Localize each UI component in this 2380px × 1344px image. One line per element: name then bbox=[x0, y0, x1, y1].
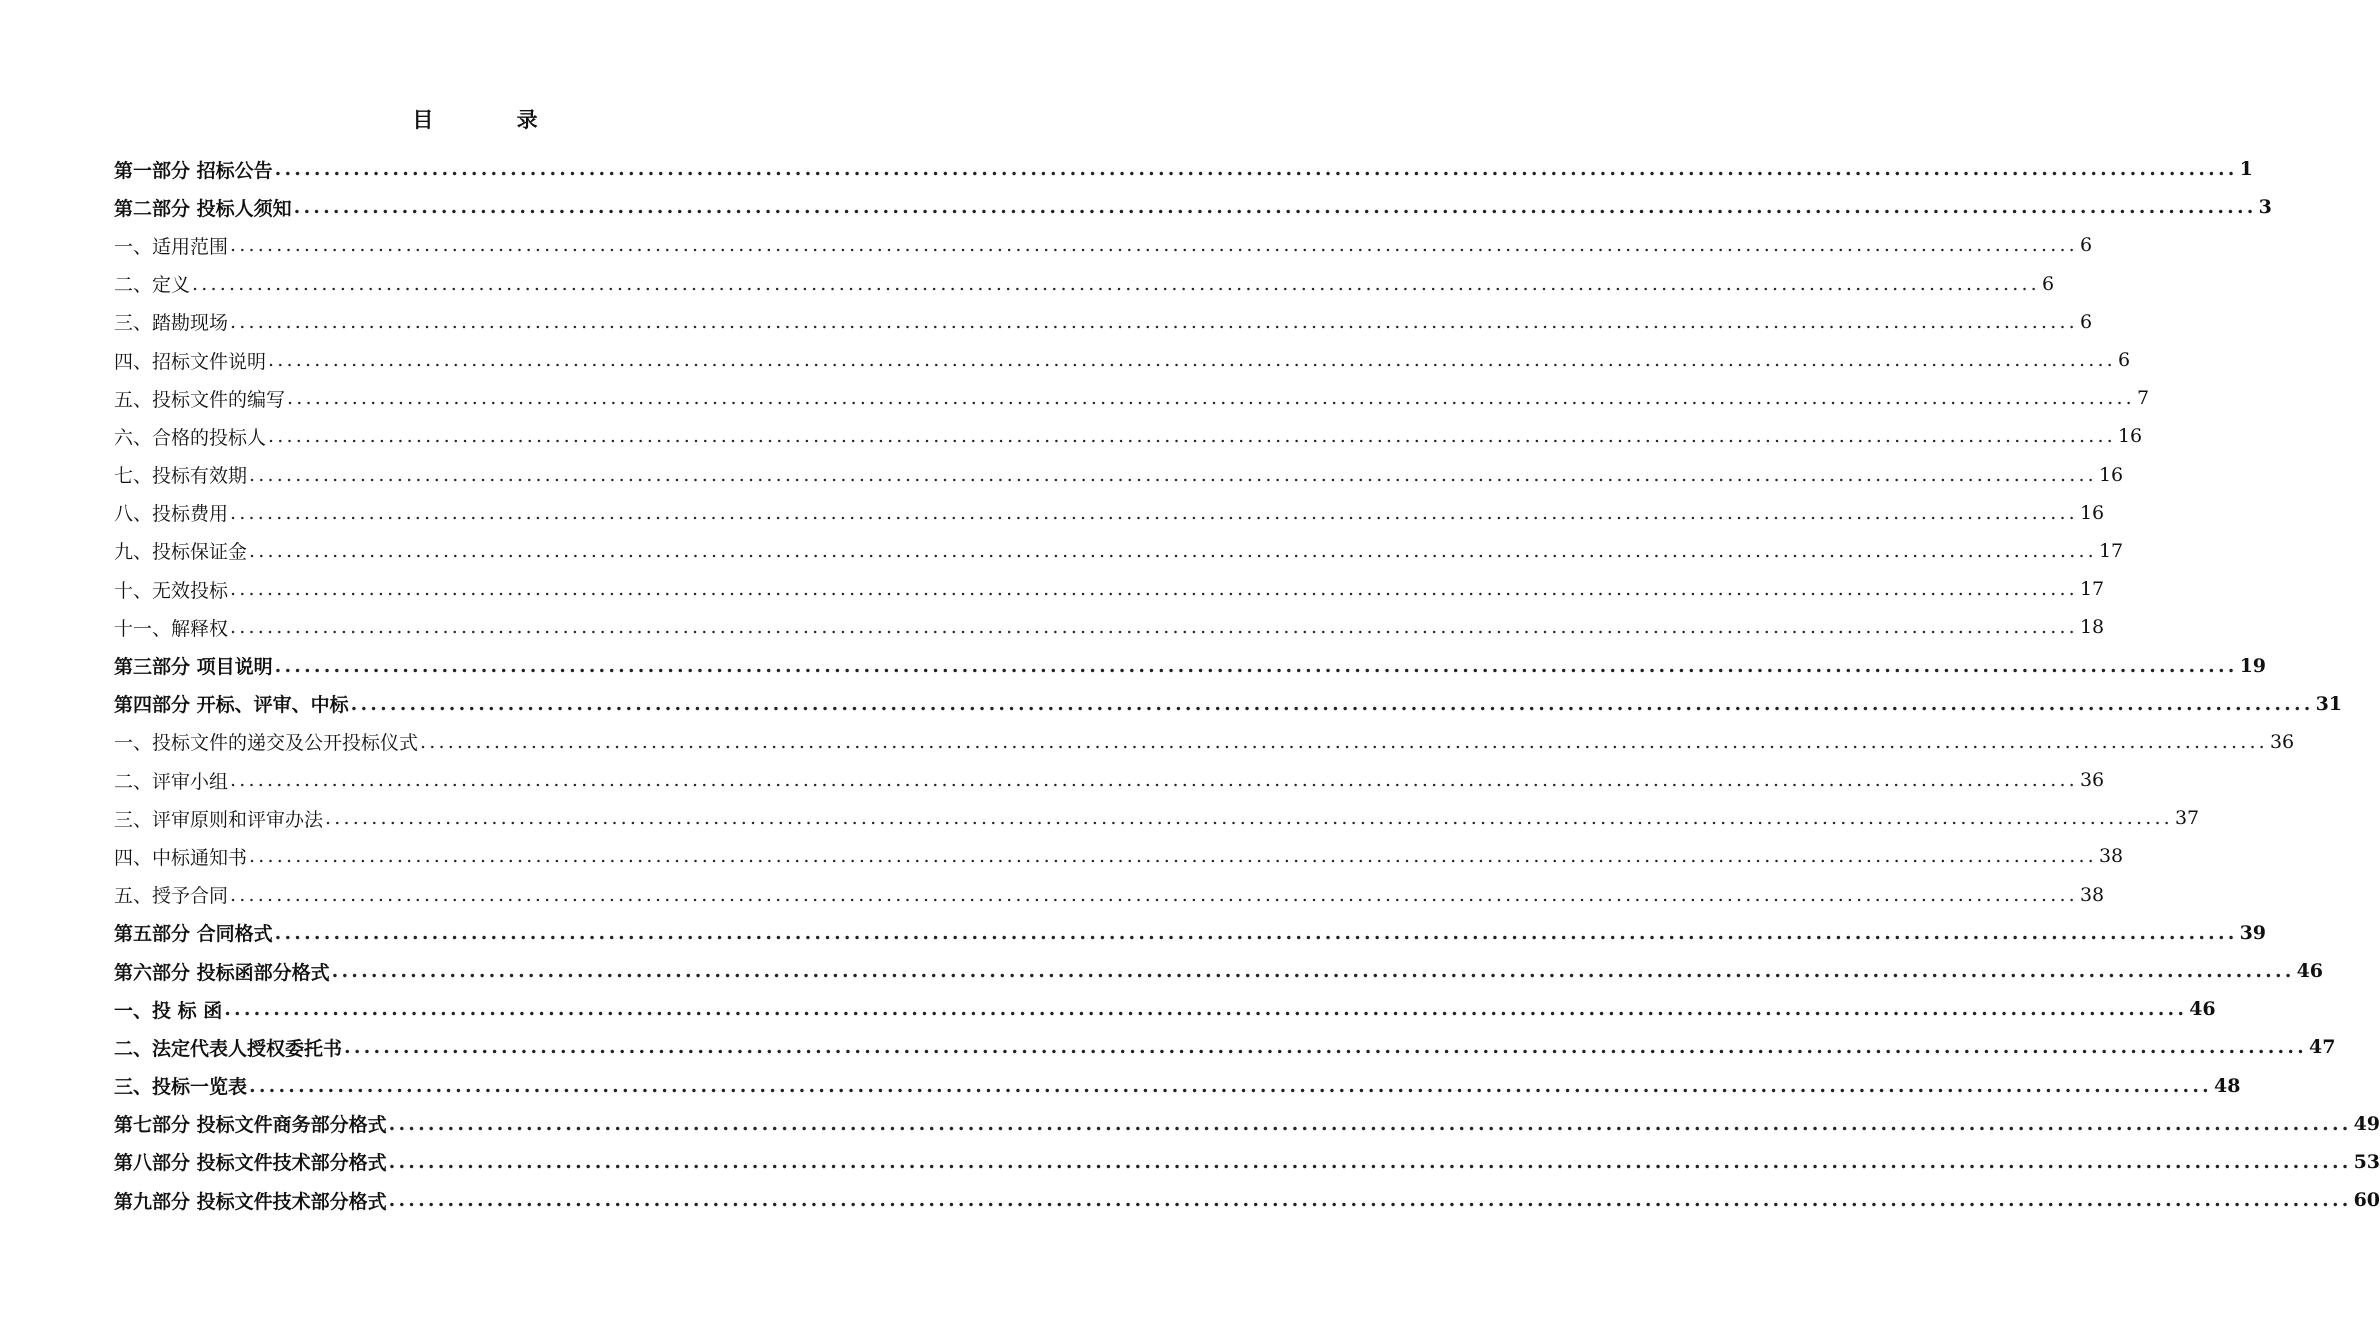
toc-entry-label: 四、招标文件说明 bbox=[114, 350, 267, 373]
toc-entry[interactable] bbox=[114, 570, 2105, 608]
dot-leader: ........................................................................................................................................................................................................ bbox=[249, 1074, 2212, 1097]
dot-leader: ........................................................................................................................................................................................................ bbox=[249, 845, 2097, 868]
dot-leader: ........................................................................................................................................................................................................ bbox=[331, 960, 2295, 983]
toc-entry-label: 第七部分 投标文件商务部分格式 bbox=[114, 1114, 387, 1137]
toc-entry[interactable] bbox=[114, 226, 2093, 264]
toc-entry-label: 第三部分 项目说明 bbox=[114, 656, 273, 679]
toc-entry-label: 第四部分 开标、评审、中标 bbox=[114, 694, 349, 717]
toc-entry-label: 三、投标一览表 bbox=[114, 1076, 248, 1099]
toc-entry-page-number: 7 bbox=[2136, 387, 2150, 410]
dot-leader: ........................................................................................................................................................................................................ bbox=[350, 692, 2314, 715]
dot-leader: ........................................................................................................................................................................................................ bbox=[293, 196, 2257, 219]
dot-leader: ........................................................................................................................................................................................................ bbox=[420, 730, 2268, 753]
toc-entry-label: 五、投标文件的编写 bbox=[114, 388, 286, 411]
toc-entry-label: 一、投 标 函 bbox=[114, 999, 223, 1022]
toc-entry-page-number: 6 bbox=[2079, 310, 2093, 333]
dot-leader: ........................................................................................................................................................................................................ bbox=[230, 616, 2078, 639]
toc-entry-page-number: 16 bbox=[2117, 425, 2143, 448]
toc-entry[interactable] bbox=[114, 379, 2150, 417]
toc-entry-page-number: 31 bbox=[2315, 692, 2343, 715]
toc-entry-label: 一、投标文件的递交及公开投标仪式 bbox=[114, 732, 419, 755]
toc-entry-page-number: 6 bbox=[2079, 234, 2093, 257]
dot-leader: ........................................................................................................................................................................................................ bbox=[325, 807, 2173, 830]
toc-entry-page-number: 47 bbox=[2308, 1036, 2336, 1059]
dot-leader: ........................................................................................................................................................................................................ bbox=[388, 1189, 2352, 1212]
toc-entry-page-number: 46 bbox=[2189, 998, 2216, 1021]
toc-entry[interactable] bbox=[114, 1181, 2380, 1219]
toc-entry-label: 三、评审原则和评审办法 bbox=[114, 808, 324, 831]
dot-leader: ........................................................................................................................................................................................................ bbox=[274, 158, 2238, 181]
toc-entry-label: 第八部分 投标文件技术部分格式 bbox=[114, 1152, 387, 1175]
toc-entry[interactable] bbox=[114, 188, 2272, 226]
dot-leader: ........................................................................................................................................................................................................ bbox=[230, 883, 2078, 906]
dot-leader: ........................................................................................................................................................................................................ bbox=[268, 425, 2116, 448]
toc-entry-page-number: 1 bbox=[2239, 158, 2253, 181]
toc-entry-label: 第二部分 投标人须知 bbox=[114, 197, 292, 220]
toc-entry-label: 三、踏勘现场 bbox=[114, 312, 229, 335]
dot-leader: ........................................................................................................................................................................................................ bbox=[230, 578, 2078, 601]
toc-entry-page-number: 17 bbox=[2098, 539, 2124, 562]
toc-entry[interactable] bbox=[114, 1028, 2336, 1066]
toc-entry-page-number: 3 bbox=[2258, 196, 2272, 219]
toc-entry[interactable] bbox=[114, 417, 2143, 455]
toc-entry[interactable] bbox=[114, 914, 2267, 952]
toc-entry[interactable] bbox=[114, 456, 2124, 494]
toc-entry-page-number: 37 bbox=[2174, 807, 2200, 830]
toc-entry-page-number: 6 bbox=[2117, 349, 2131, 372]
toc-entry[interactable] bbox=[114, 646, 2267, 684]
toc-entry-label: 九、投标保证金 bbox=[114, 541, 248, 564]
toc-entry-page-number: 38 bbox=[2098, 845, 2124, 868]
toc-entry-page-number: 60 bbox=[2353, 1189, 2380, 1212]
toc-entry[interactable] bbox=[114, 837, 2124, 875]
toc-entry[interactable] bbox=[114, 1105, 2380, 1143]
toc-entry-label: 五、授予合同 bbox=[114, 885, 229, 908]
toc-entry-page-number: 46 bbox=[2296, 960, 2324, 983]
toc-entry[interactable] bbox=[114, 532, 2124, 570]
toc-entry-label: 第五部分 合同格式 bbox=[114, 923, 273, 946]
dot-leader: ........................................................................................................................................................................................................ bbox=[388, 1150, 2352, 1173]
dot-leader: ........................................................................................................................................................................................................ bbox=[274, 921, 2238, 944]
toc-entry-page-number: 17 bbox=[2079, 578, 2105, 601]
toc-entry-label: 十一、解释权 bbox=[114, 617, 229, 640]
dot-leader: ........................................................................................................................................................................................................ bbox=[268, 349, 2116, 372]
toc-entry-label: 四、中标通知书 bbox=[114, 846, 248, 869]
toc-entry-page-number: 36 bbox=[2079, 769, 2105, 792]
toc-entry-page-number: 16 bbox=[2079, 501, 2105, 524]
toc-entry-label: 七、投标有效期 bbox=[114, 465, 248, 488]
toc-entry-page-number: 6 bbox=[2041, 272, 2055, 295]
toc-entry[interactable] bbox=[114, 990, 2216, 1028]
toc-entry-label: 二、定义 bbox=[114, 274, 191, 297]
table-of-contents bbox=[114, 150, 2380, 1219]
dot-leader: ........................................................................................................................................................................................................ bbox=[230, 234, 2078, 257]
toc-entry-page-number: 53 bbox=[2353, 1150, 2380, 1173]
toc-entry[interactable] bbox=[114, 685, 2343, 723]
dot-leader: ........................................................................................................................................................................................................ bbox=[192, 272, 2040, 295]
toc-entry-label: 十、无效投标 bbox=[114, 579, 229, 602]
toc-entry-page-number: 19 bbox=[2239, 654, 2267, 677]
dot-leader: ........................................................................................................................................................................................................ bbox=[230, 310, 2078, 333]
dot-leader: ........................................................................................................................................................................................................ bbox=[224, 998, 2188, 1021]
toc-entry[interactable] bbox=[114, 341, 2131, 379]
toc-entry-label: 第九部分 投标文件技术部分格式 bbox=[114, 1190, 387, 1213]
toc-entry-page-number: 49 bbox=[2353, 1112, 2380, 1135]
toc-entry[interactable] bbox=[114, 303, 2093, 341]
dot-leader: ........................................................................................................................................................................................................ bbox=[230, 501, 2078, 524]
dot-leader: ........................................................................................................................................................................................................ bbox=[274, 654, 2238, 677]
toc-entry-label: 八、投标费用 bbox=[114, 503, 229, 526]
toc-entry-page-number: 16 bbox=[2098, 463, 2124, 486]
toc-entry[interactable] bbox=[114, 952, 2324, 990]
dot-leader: ........................................................................................................................................................................................................ bbox=[287, 387, 2135, 410]
dot-leader: ........................................................................................................................................................................................................ bbox=[249, 539, 2097, 562]
toc-entry-page-number: 36 bbox=[2269, 730, 2295, 753]
toc-entry-label: 二、法定代表人授权委托书 bbox=[114, 1037, 343, 1060]
toc-entry-label: 第六部分 投标函部分格式 bbox=[114, 961, 330, 984]
toc-entry-page-number: 39 bbox=[2239, 921, 2267, 944]
toc-entry[interactable] bbox=[114, 494, 2105, 532]
toc-entry[interactable] bbox=[114, 723, 2295, 761]
toc-entry-page-number: 48 bbox=[2213, 1074, 2241, 1097]
toc-entry-page-number: 18 bbox=[2079, 616, 2105, 639]
toc-entry-label: 六、合格的投标人 bbox=[114, 426, 267, 449]
toc-entry[interactable] bbox=[114, 799, 2200, 837]
toc-entry[interactable] bbox=[114, 761, 2105, 799]
toc-entry-label: 二、评审小组 bbox=[114, 770, 229, 793]
toc-entry[interactable] bbox=[114, 265, 2055, 303]
toc-entry-label: 一、适用范围 bbox=[114, 235, 229, 258]
toc-entry[interactable] bbox=[114, 876, 2105, 914]
dot-leader: ........................................................................................................................................................................................................ bbox=[388, 1112, 2352, 1135]
toc-entry-label: 第一部分 招标公告 bbox=[114, 159, 273, 182]
toc-entry-page-number: 38 bbox=[2079, 883, 2105, 906]
dot-leader: ........................................................................................................................................................................................................ bbox=[344, 1036, 2307, 1059]
toc-title: 目 录 bbox=[412, 107, 576, 132]
dot-leader: ........................................................................................................................................................................................................ bbox=[230, 769, 2078, 792]
toc-entry[interactable] bbox=[114, 1067, 2241, 1105]
toc-entry[interactable] bbox=[114, 150, 2253, 188]
toc-entry[interactable] bbox=[114, 1143, 2380, 1181]
dot-leader: ........................................................................................................................................................................................................ bbox=[249, 463, 2097, 486]
toc-entry[interactable] bbox=[114, 608, 2105, 646]
